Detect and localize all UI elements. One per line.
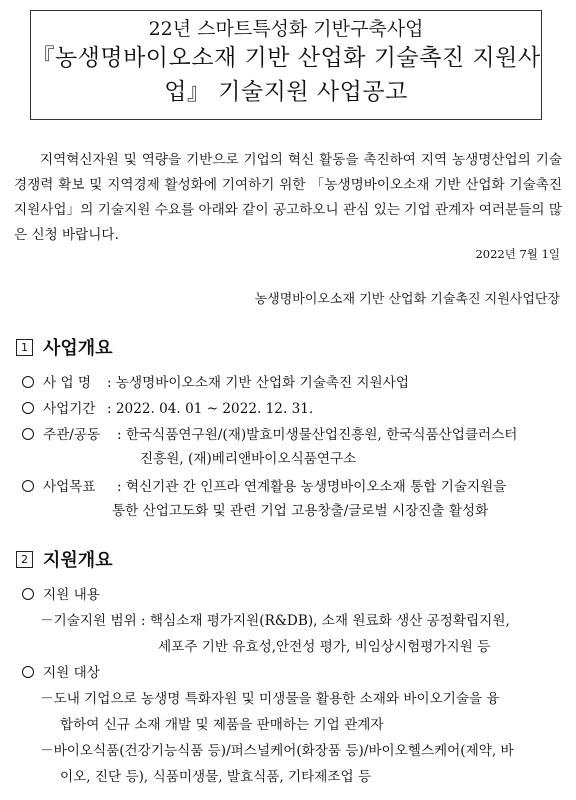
support-target-line-2: 합하여 신규 소재 개발 및 제품을 판매하는 기업 관계자 [60, 717, 384, 733]
overview-item-goal: 사업목표 : 혁신기관 간 인프라 연계활용 농생명바이오소재 통합 기술지원을 [22, 474, 506, 500]
title-line-2: 『농생명바이오소재 기반 산업화 기술촉진 지원사 [31, 45, 541, 71]
circle-bullet-icon [22, 666, 34, 678]
section-2-number: 2 [16, 551, 33, 568]
intro-paragraph: 지역혁신자원 및 역량을 기반으로 기업의 혁신 활동을 촉진하여 지역 농생명산업의 기술경쟁력 확보 및 지역경제 활성화에 기여하기 위한 「농생명바이오소재 기반 산업화 기술촉진 지원사업」의 기술지원 수요를 아래와 같이 공고하오니 관심 있는 기업 관계자 여러분들의 많은 신청 바랍니다. [14, 152, 562, 243]
overview-item-host-continued: 진흥원, (재)베리앤바이오식품연구소 [140, 451, 357, 467]
overview-item-name: 사 업 명 : 농생명바이오소재 기반 산업화 기술촉진 지원사업 [22, 370, 409, 396]
circle-bullet-icon [22, 402, 34, 414]
overview-item-period: 사업기간 : 2022. 04. 01 ~ 2022. 12. 31. [22, 396, 313, 422]
title-box [30, 10, 542, 120]
title-line-1: 22년 스마트특성화 기반구축사업 [148, 18, 424, 40]
section-2-heading [16, 546, 113, 572]
support-target-line-4: 이오, 진단 등), 식품미생물, 발효식품, 기타제조업 등 [60, 769, 372, 785]
support-target-line-3: －바이오식품(건강기능식품 등)/퍼스널케어(화장품 등)/바이오헬스케어(제약, 바 [40, 743, 514, 759]
section-1-heading [16, 334, 113, 360]
support-content-label: 지원 내용 [22, 582, 100, 608]
support-target-line-1: －도내 기업으로 농생명 특화자원 및 미생물을 활용한 소재와 바이오기술을 융 [40, 691, 500, 707]
circle-bullet-icon [22, 588, 34, 600]
support-target-label: 지원 대상 [22, 660, 100, 686]
support-content-line-1: －기술지원 범위 : 핵심소재 평가지원(R&DB), 소재 원료화 생산 공정확립지원, [40, 613, 510, 629]
issuing-organization: 농생명바이오소재 기반 산업화 기술촉진 지원사업단장 [254, 292, 560, 307]
circle-bullet-icon [22, 480, 34, 492]
overview-item-goal-continued: 통한 산업고도화 및 관련 기업 고용창출/글로벌 시장진출 활성화 [112, 503, 489, 519]
section-1-number: 1 [16, 339, 33, 356]
title-line-3: 업』 기술지원 사업공고 [164, 79, 408, 105]
overview-item-host: 주관/공동 : 한국식품연구원/(재)발효미생물산업진흥원, 한국식품산업클러스터 [22, 422, 517, 448]
section-1-title: 사업개요 [43, 338, 113, 359]
circle-bullet-icon [22, 428, 34, 440]
circle-bullet-icon [22, 376, 34, 388]
support-content-line-2: 세포주 기반 유효성,안전성 평가, 비임상시험평가지원 등 [158, 639, 491, 655]
announcement-date: 2022년 7월 1일 [475, 247, 560, 261]
section-2-title: 지원개요 [43, 550, 113, 571]
